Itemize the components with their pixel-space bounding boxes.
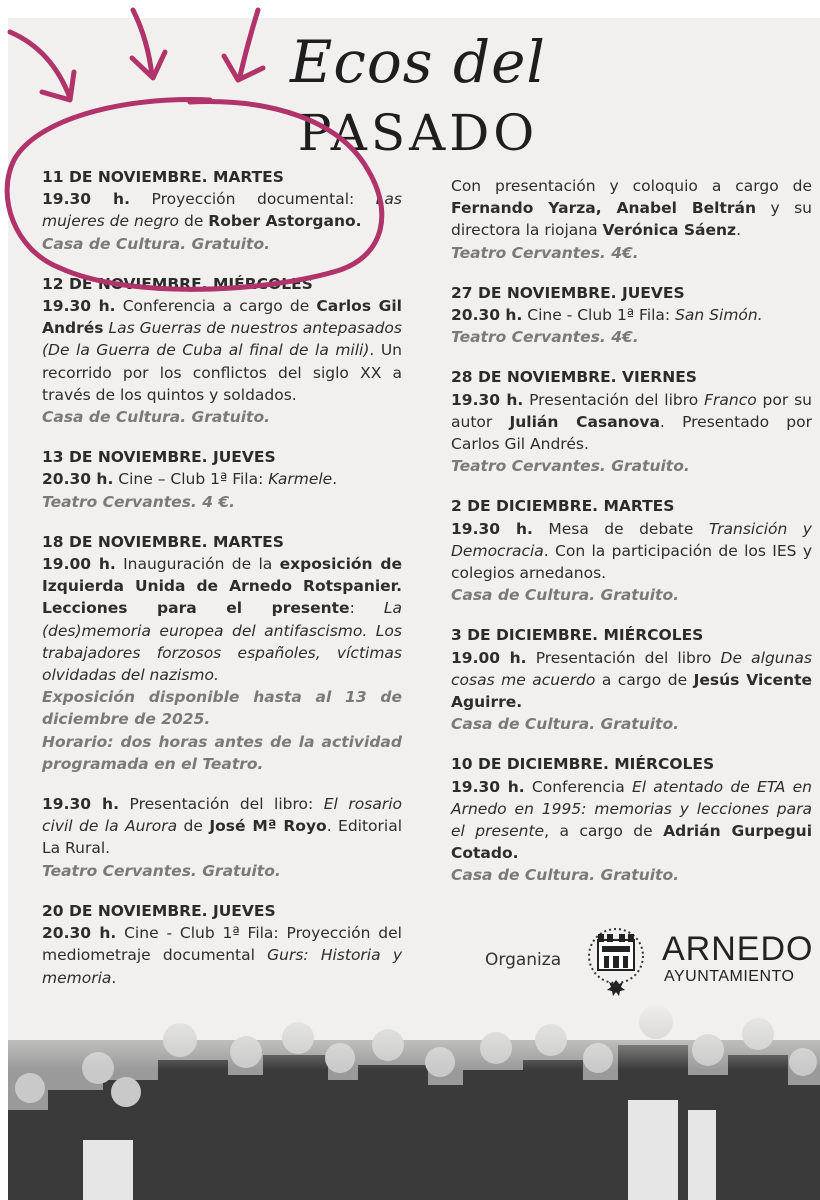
event-venue: Casa de Cultura. Gratuito. [451,715,680,734]
event-time: 20.30 h. [42,470,114,489]
event-text: . [332,470,338,489]
event-person: Jesús Vicente Aguirre. [451,670,813,712]
event-time: 19.30 h. [451,390,524,409]
event-work-title: Franco [704,390,757,409]
event-note: Exposición disponible hasta al 13 de diciembre de 2025. [42,688,402,729]
right-column [451,175,812,905]
event-text: Cine - Club 1ª Fila: [522,306,676,325]
event-venue: Casa de Cultura. Gratuito. [451,586,680,605]
event-person: Rober Astorgano. [208,212,362,231]
event-text: Presentación del libro [526,648,721,667]
event-venue: Teatro Cervantes. Gratuito. [42,861,281,880]
event-20-nov [42,900,402,989]
event-description [42,793,402,860]
event-description [451,518,812,585]
event-work-title: Las mujeres de negro [42,190,402,231]
event-time: 19.30 h. [42,795,119,814]
event-description [42,553,402,686]
event-text: Inauguración de la [115,555,280,574]
event-text: Presentación del libro [523,390,705,409]
event-text: : [349,599,384,618]
event-text: Proyección documental: [129,190,376,209]
event-person: Fernando Yarza, Anabel Beltrán [451,199,757,218]
event-description [451,175,812,242]
event-note: Horario: dos horas antes de la actividad programada en el Teatro. [42,732,402,773]
event-description [451,304,812,326]
event-work-title: Karmele [268,470,333,489]
event-description [451,389,812,456]
event-18-nov [42,531,402,775]
event-time: 19.00 h. [42,555,116,574]
event-18-nov-book [42,793,402,882]
event-text: . Un recorrido por los conflictos del siglo XX a través de los quintos y soldados. [42,341,402,404]
event-12-nov [42,273,402,428]
event-11-nov [42,166,402,255]
event-text: por su autor [451,390,812,431]
organizer-name: ARNEDO [662,930,814,968]
event-text: . Editorial La Rural. [42,817,403,858]
event-person: Carlos Gil Andrés [42,297,402,338]
event-work-title: Transición y Democracia [451,519,812,560]
event-date: 3 DE DICIEMBRE. MIÉRCOLES [451,626,704,645]
event-date: 12 DE NOVIEMBRE. MIÉRCOLES [42,274,313,293]
event-work-title: Las Guerras de nuestros antepasados (De la Guerra de Cuba al final de la mili) [42,319,402,360]
event-description [451,776,812,865]
event-person: Julián Casanova [509,412,660,431]
event-description [42,295,402,406]
event-date: 27 DE NOVIEMBRE. JUEVES [451,283,685,302]
event-date: 18 DE NOVIEMBRE. MARTES [42,532,284,551]
event-description [42,188,402,232]
event-exhibition-title: exposición de Izquierda Unida de Arnedo Rotspanier. Lecciones para el presente [42,555,402,618]
historic-group-photo [8,1000,820,1200]
organizer-label: Organiza [485,950,562,970]
organizer-subtitle: AYUNTAMIENTO [664,968,795,985]
event-venue: Casa de Cultura. Gratuito. [451,866,680,885]
event-description [451,647,812,714]
event-work-title: San Simón. [675,306,763,325]
event-3-dic [451,624,812,735]
event-date: 10 DE DICIEMBRE. MIÉRCOLES [451,755,715,774]
event-date: 20 DE NOVIEMBRE. JUEVES [42,901,276,920]
event-text: . [111,968,117,987]
event-13-nov [42,446,402,513]
event-28-nov [451,366,812,477]
event-text: Conferencia [524,777,632,796]
event-text: a cargo de [595,670,694,689]
event-person: José Mª Royo [209,817,327,836]
event-work-title: Gurs: Historia y memoria [42,946,402,987]
event-description [42,468,402,490]
event-description [42,922,402,989]
event-venue: Teatro Cervantes. 4 €. [42,492,236,511]
event-text: Conferencia a cargo de [115,297,317,316]
event-time: 19.30 h. [42,190,130,209]
event-time: 20.30 h. [451,306,523,325]
title-caps: PASADO [297,104,539,162]
event-text: Con presentación y coloquio a cargo de [451,177,812,195]
event-text: , a cargo de [544,822,664,841]
event-date: 11 DE NOVIEMBRE. MARTES [42,168,284,186]
event-date: 2 DE DICIEMBRE. MARTES [451,497,675,516]
event-work-title: La (des)memoria europea del antifascismo. Los trabajadores forzosos españoles, víctimas olvidadas del nazismo. [42,599,402,685]
event-time: 19.30 h. [451,519,533,538]
event-text: Cine - Club 1ª Fila: Proyección del mediometraje documental [42,924,402,965]
event-time: 19.00 h. [451,648,527,667]
arnedo-crest-icon [585,922,647,996]
event-text: . Con la participación de los IES y colegios arnedanos. [451,541,812,583]
event-date: 28 DE NOVIEMBRE. VIERNES [451,368,697,387]
event-venue: Casa de Cultura. Gratuito. [42,408,271,427]
event-2-dic [451,495,812,606]
event-date: 13 DE NOVIEMBRE. JUEVES [42,448,276,467]
event-work-title: El atentado de ETA en Arnedo en 1995: memorias y lecciones para el presente [451,777,812,841]
event-person: Adrián Gurpegui Cotado. [451,822,813,863]
event-27-nov [451,282,812,349]
event-person: Verónica Sáenz [602,221,737,240]
event-text: de [179,212,209,231]
event-text: de [177,817,210,836]
event-text: Cine – Club 1ª Fila: [113,470,269,489]
event-venue: Teatro Cervantes. 4€. [451,243,639,262]
event-text: . [736,221,742,240]
event-text: . Presentado por Carlos Gil Andrés. [451,412,812,454]
event-text: y su directora la riojana [451,199,812,240]
event-venue: Teatro Cervantes. Gratuito. [451,457,690,476]
event-time: 19.30 h. [451,777,525,796]
event-venue: Teatro Cervantes. 4€. [451,328,639,347]
event-text: Presentación del libro: [118,795,324,814]
event-work-title: El rosario civil de la Aurora [42,795,402,836]
event-time: 19.30 h. [42,297,116,316]
event-time: 20.30 h. [42,924,117,943]
left-column [42,166,402,1007]
title-script: Ecos del [290,28,546,96]
event-venue: Casa de Cultura. Gratuito. [42,234,271,253]
event-work-title: De algunas cosas me acuerdo [451,648,812,689]
event-text: Mesa de debate [532,519,709,538]
event-10-dic [451,753,812,886]
event-20-nov-cont [451,175,812,264]
